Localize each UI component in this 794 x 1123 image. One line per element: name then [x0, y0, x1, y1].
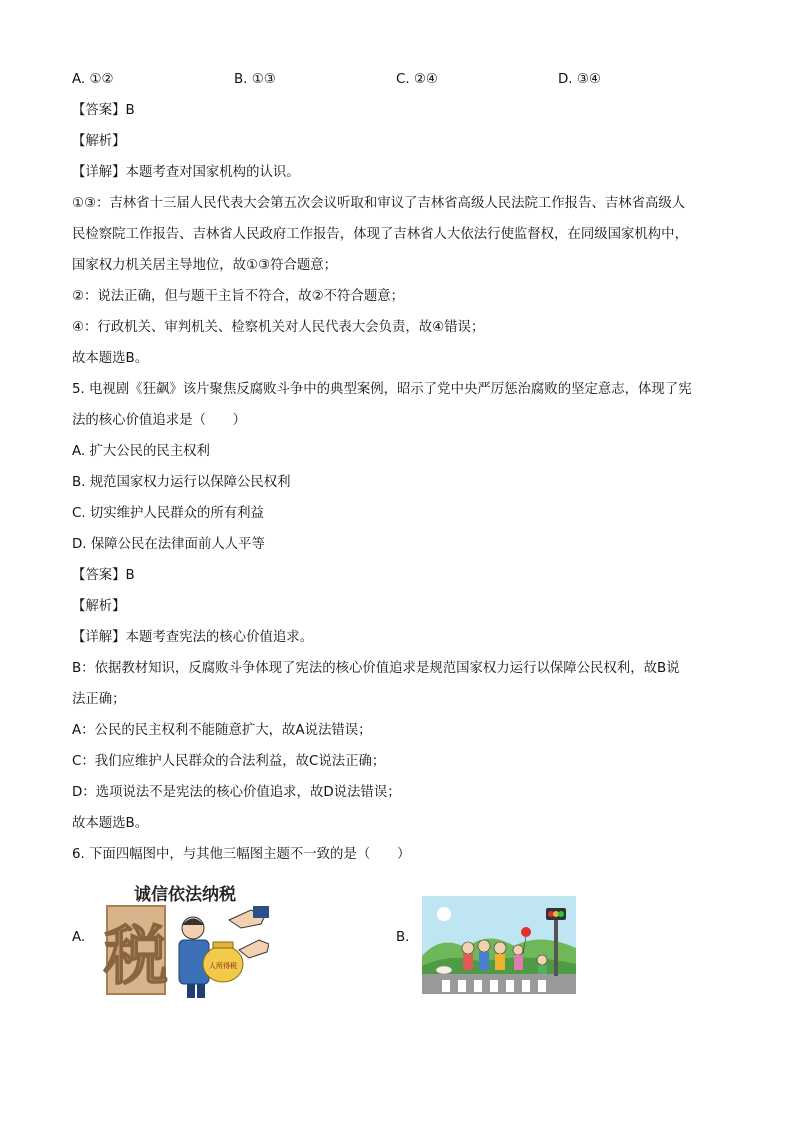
q6-option-b-label[interactable]: B. — [396, 930, 410, 945]
tax-cartoon-image[interactable] — [101, 878, 269, 1000]
q6-pictures — [72, 878, 732, 1000]
q5-option-a[interactable]: A. 扩大公民的民主权利 — [72, 444, 210, 459]
q5-explanation-line: C：我们应维护人民群众的合法利益，故C说法正确； — [72, 754, 386, 769]
q4-option-c[interactable]: C. ②④ — [396, 72, 438, 87]
q6-stem: 6. 下面四幅图中，与其他三幅图主题不一致的是（ ） — [72, 847, 411, 862]
q5-explanation-line: D：选项说法不是宪法的核心价值追求，故D说法错误； — [72, 785, 401, 800]
crosswalk-children-image[interactable] — [422, 896, 576, 994]
q4-options — [72, 64, 732, 95]
tax-cartoon-title: 诚信依法纳税 — [134, 885, 236, 904]
tax-character: 税 — [104, 920, 168, 994]
q4-conclusion: 故本题选B。 — [72, 351, 149, 366]
q4-explanation-line: ④：行政机关、审判机关、检察机关对人民代表大会负责，故④错误； — [72, 320, 485, 335]
q5-explanation-line: B：依据教材知识，反腐败斗争体现了宪法的核心价值追求是规范国家权力运行以保障公民权利，故B说 — [72, 661, 680, 676]
q4-explanation-line: ①③：吉林省十三届人民代表大会第五次会议听取和审议了吉林省高级人民法院工作报告、吉林省高级人 — [72, 196, 686, 211]
q4-explanation-line: 国家权力机关居主导地位，故①③符合题意； — [72, 258, 338, 273]
q5-analysis-heading: 【解析】 — [72, 599, 126, 614]
q4-answer: 【答案】B — [72, 103, 135, 118]
q5-explanation-line: 法正确； — [72, 692, 126, 707]
q4-explanation-line: 民检察院工作报告、吉林省人民政府工作报告，体现了吉林省人大依法行使监督权，在同级国家机构中， — [72, 227, 688, 242]
q5-option-b[interactable]: B. 规范国家权力运行以保障公民权利 — [72, 475, 291, 490]
q4-detail: 【详解】本题考查对国家机构的认识。 — [72, 165, 300, 180]
q5-option-c[interactable]: C. 切实维护人民群众的所有利益 — [72, 506, 264, 521]
document-page — [72, 64, 732, 870]
q5-stem-line: 5. 电视剧《狂飙》该片聚焦反腐败斗争中的典型案例，昭示了党中央严厉惩治腐败的坚定意志，体现了宪 — [72, 382, 692, 397]
q5-option-d[interactable]: D. 保障公民在法律面前人人平等 — [72, 537, 265, 552]
q4-option-d[interactable]: D. ③④ — [558, 72, 601, 87]
q5-answer: 【答案】B — [72, 568, 135, 583]
q4-analysis-heading: 【解析】 — [72, 134, 126, 149]
q4-option-a[interactable]: A. ①② — [72, 72, 114, 87]
tax-bag-label: 人所得税 — [209, 962, 237, 970]
q5-detail: 【详解】本题考查宪法的核心价值追求。 — [72, 630, 314, 645]
q4-option-b[interactable]: B. ①③ — [234, 72, 276, 87]
q6-option-a-label[interactable]: A. — [72, 930, 86, 945]
q5-conclusion: 故本题选B。 — [72, 816, 149, 831]
q5-stem-line: 法的核心价值追求是（ ） — [72, 413, 247, 428]
q4-explanation-line: ②：说法正确，但与题干主旨不符合，故②不符合题意； — [72, 289, 404, 304]
q5-explanation-line: A：公民的民主权利不能随意扩大，故A说法错误； — [72, 723, 372, 738]
